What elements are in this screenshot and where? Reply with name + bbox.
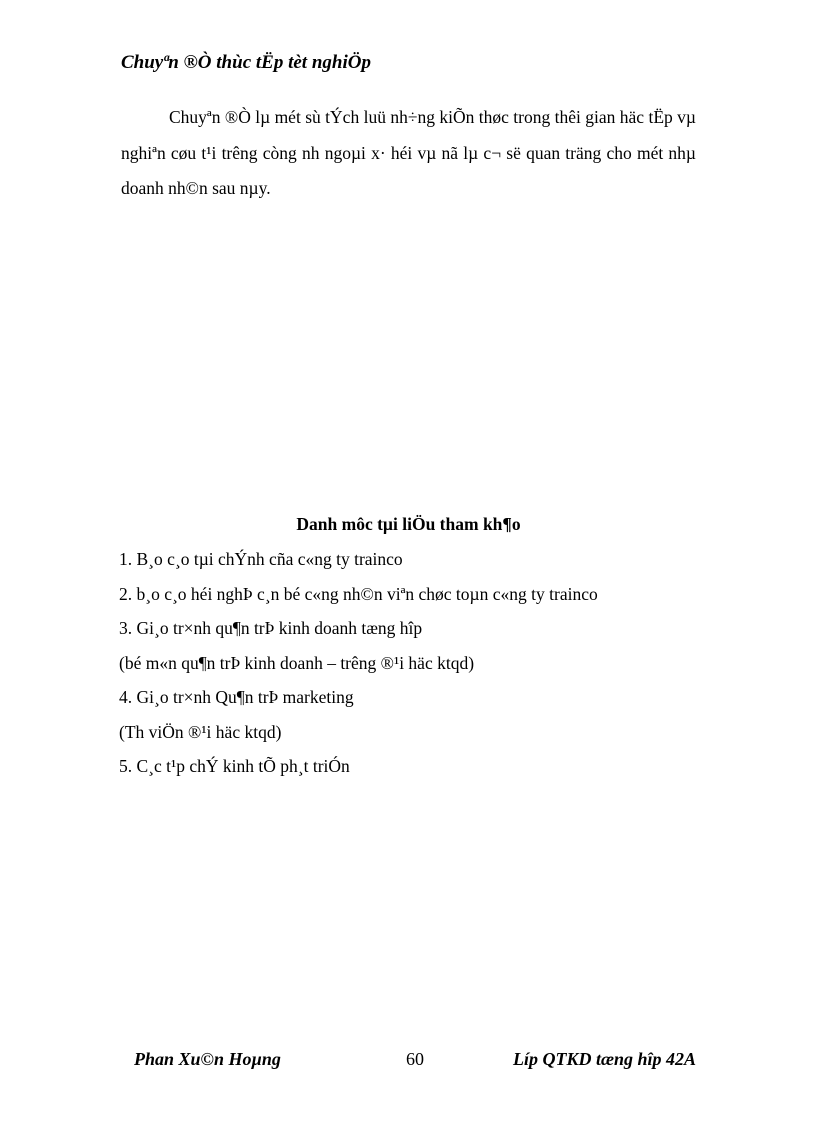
reference-item: (bé m«n qu¶n trÞ kinh doanh – trêng ®¹i häc ktqd) — [119, 652, 475, 673]
reference-item: 4. Gi¸o tr×nh Qu¶n trÞ marketing — [119, 687, 354, 707]
reference-item: 2. b¸o c¸o héi nghÞ c¸n bé c«ng nh©n viªn chøc toµn c«ng ty trainco — [119, 583, 598, 604]
reference-item: 5. C¸c t¹p chÝ kinh tÕ ph¸t triÓn — [119, 756, 350, 776]
footer-page-number: 60 — [406, 1049, 424, 1069]
reference-item: 3. Gi¸o tr×nh qu¶n trÞ kinh doanh tæng hîp — [119, 618, 423, 638]
references-title: Danh môc tµi liÖu tham kh¶o — [296, 514, 521, 534]
reference-item: (Th viÖn ®¹i häc ktqd) — [119, 721, 282, 742]
page-header: Chuyªn ®Ò thùc tËp tèt nghiÖp — [121, 52, 371, 73]
intro-paragraph: Chuyªn ®Ò lµ mét sù tÝch luü nh÷ng kiÕn thøc trong thêi gian häc tËp vµ nghiªn cøu t¹i trêng còng nh ngoµi x· héi vµ nã lµ c¬ së quan träng cho mét nhµ doanh nh©n sau nµy. — [121, 107, 696, 198]
footer-author: Phan Xu©n Hoµng — [134, 1049, 281, 1069]
footer-class-name: Líp QTKD tæng hîp 42A — [512, 1049, 696, 1069]
reference-item: 1. B¸o c¸o tµi chÝnh cña c«ng ty trainco — [119, 549, 403, 569]
references-list — [119, 546, 719, 788]
page-footer — [0, 1049, 816, 1077]
